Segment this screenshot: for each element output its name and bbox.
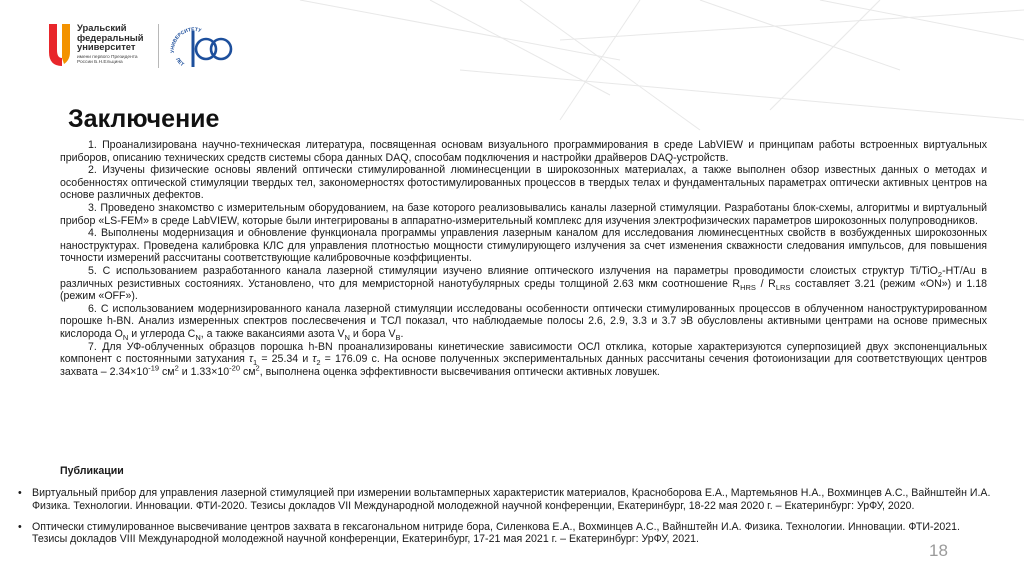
subscript: LRS: [775, 282, 791, 292]
text-run: -HT/Au в различных резистивных состояниях. Установлено, что для мемристорной нанотубулярных среды толщиной 2.63 мкм соотношение R: [60, 264, 987, 290]
university-name-line: Уральский: [77, 22, 127, 33]
conclusion-item-3: 3. Проведено знакомство с измерительным оборудованием, на базе которого реализовывались каналы лазерной стимуляции. Разработаны блок-схемы, алгоритмы и виртуальный прибор «LS-FEM» в среде LabVIEW, которые были интегрированы в аппаратно-измерительный комплекс для изучения электрофизических параметров широкозонных полупроводников.: [60, 201, 987, 227]
text-run: и 1.33×10: [178, 365, 230, 378]
university-name-line: федеральный: [77, 31, 144, 43]
university-logo: [48, 22, 248, 76]
subscript: N: [195, 333, 201, 343]
superscript: 2: [174, 363, 179, 373]
tau-symbol: τ: [249, 353, 254, 366]
superscript: 2: [255, 363, 260, 373]
conclusion-item-4: 4. Выполнены модернизация и обновление функционала программы управления лазерным каналом для исследования люминесцентных свойств в возбужденных широкозонных наноструктурах. Проведена калибровка КЛС для управления плотностью мощности стимулирующего излучения за счет изменения скважности следования импульсов, для повышения точности измерений рассчитаны соответствующие калибровочные коэффициенты.: [60, 227, 987, 265]
text-run: 5. С использованием разработанного канала лазерной стимуляции изучено влияние оптического излучения на параметры проводимости слоистых структур Ti/TiO: [88, 264, 938, 277]
ural-u-icon: [48, 22, 72, 68]
bullet-icon: •: [18, 520, 22, 533]
superscript: -19: [148, 363, 160, 373]
text-run: , выполнена оценка эффективности высвечивания оптически активных ловушек.: [259, 365, 660, 378]
text-run: см: [159, 365, 175, 378]
text-run: 7. Для УФ-облученных образцов порошка h-BN проанализированы кинетические зависимости ОСЛ отклика, которые характеризуются суперпозицией двух экспоненциальных компонент с постоянными затухания: [60, 340, 987, 366]
text-run: и бора V: [349, 327, 396, 340]
university-name: [77, 23, 144, 52]
text-run: , а также вакансиями азота V: [200, 327, 345, 340]
publications-list: [18, 487, 993, 554]
logo-divider: [158, 24, 159, 68]
conclusion-item-2: 2. Изучены физические основы явлений оптически стимулированной люминесценции в широкозонных материалах, а также выполнен обзор известных данных о методах и особенностях оптической стимуляции твердых тел, закономерностях фотостимулированных процессов в твердых телах и фундаментальных параметрах оптически активных центров на основе различных дефектов.: [60, 164, 987, 202]
page-title: Заключение: [68, 105, 220, 133]
subscript: N: [122, 333, 129, 343]
text-run: / R: [755, 277, 776, 290]
text-run: и углерода C: [128, 327, 196, 340]
text-run: 6. С использованием модернизированного канала лазерной стимуляции исследованы особенности оптически стимулированных процессов в облученном наноструктурированном порошке h-BN. Анализ измеренных спектров послесвечения и ТСЛ показал, что наблюдаемые полосы 2.6, 2.9, 3.3 и 3.7 эВ обусловлены активными центрами на основе примесных кислорода O: [60, 302, 987, 340]
university-subtitle: имени первого Президента России Б.Н.Ельцина: [77, 55, 138, 66]
university-name-line: университет: [77, 41, 136, 53]
text-run: = 25.34 и: [257, 353, 313, 366]
publication-item: [18, 487, 993, 513]
bullet-icon: •: [18, 487, 22, 499]
subscript: 2: [316, 358, 321, 368]
hundred-years-logo: [166, 23, 240, 73]
publication-item: [18, 521, 993, 547]
conclusion-item-6: [60, 303, 987, 341]
text-run: = 176.09 с. На основе полученных экспериментальных данных рассчитаны сечения фотоионизации для соответствующих центров захвата – 2.34×10: [60, 353, 987, 378]
conclusion-item-5: [60, 265, 987, 303]
conclusion-item-7: [60, 341, 987, 379]
svg-text:УНИВЕРСИТЕТУ: [170, 27, 203, 53]
publication-text: Оптически стимулированное высвечивание центров захвата в гексагональном нитриде бора, Силенкова Е.А., Вохминцев А.С., Вайнштейн И.А. Физика. Технологии. Инновации. ФТИ-2021. Тезисы докладов VIII Международной молодежной научной конференции, Екатеринбург, 17-21 мая 2021 г. – Екатеринбург: УрФУ, 2021.: [32, 520, 960, 546]
subscript: 1: [253, 358, 258, 368]
subscript: N: [344, 333, 350, 343]
hundred-arc-text: УНИВЕРСИТЕТУ: [169, 26, 202, 54]
hundred-arc-text-bottom: ЛЕТ: [174, 56, 185, 69]
text-run: составляет 3.21 (режим «ON») и 1.18 (режим «OFF»).: [60, 277, 987, 303]
subscript: HRS: [740, 282, 756, 292]
svg-text:ЛЕТ: [174, 57, 185, 68]
superscript: -20: [229, 363, 241, 373]
conclusion-item-1: 1. Проанализирована научно-техническая литература, посвященная основам визуального программирования в среде LabVIEW и принципам работы встроенных виртуальных приборов, описанию технических средств системы сбора данных DAQ, способам подключения и настройки драйверов DAQ-устройств.: [60, 139, 987, 164]
text-run: .: [400, 327, 404, 340]
publication-text: Виртуальный прибор для управления лазерной стимуляцией при измерении вольтамперных характеристик материалов, Красноборова Е.А., Мартемьянов Н.А., Вохминцев А.С., Вайнштейн И.А. Физика. Технологии. Инновации. ФТИ-2020. Тезисы докладов VII Международной молодежной научной конференции, Екатеринбург, 18-22 мая 2020 г. – Екатеринбург: УрФУ, 2020.: [32, 487, 991, 512]
subscript: B: [395, 333, 401, 343]
conclusion-body: [60, 139, 987, 378]
text-run: см: [240, 365, 256, 378]
tau-symbol: τ: [312, 353, 317, 366]
publications-heading: Публикации: [60, 465, 124, 477]
page-number: 18: [929, 541, 948, 560]
subscript: 2: [937, 270, 943, 280]
